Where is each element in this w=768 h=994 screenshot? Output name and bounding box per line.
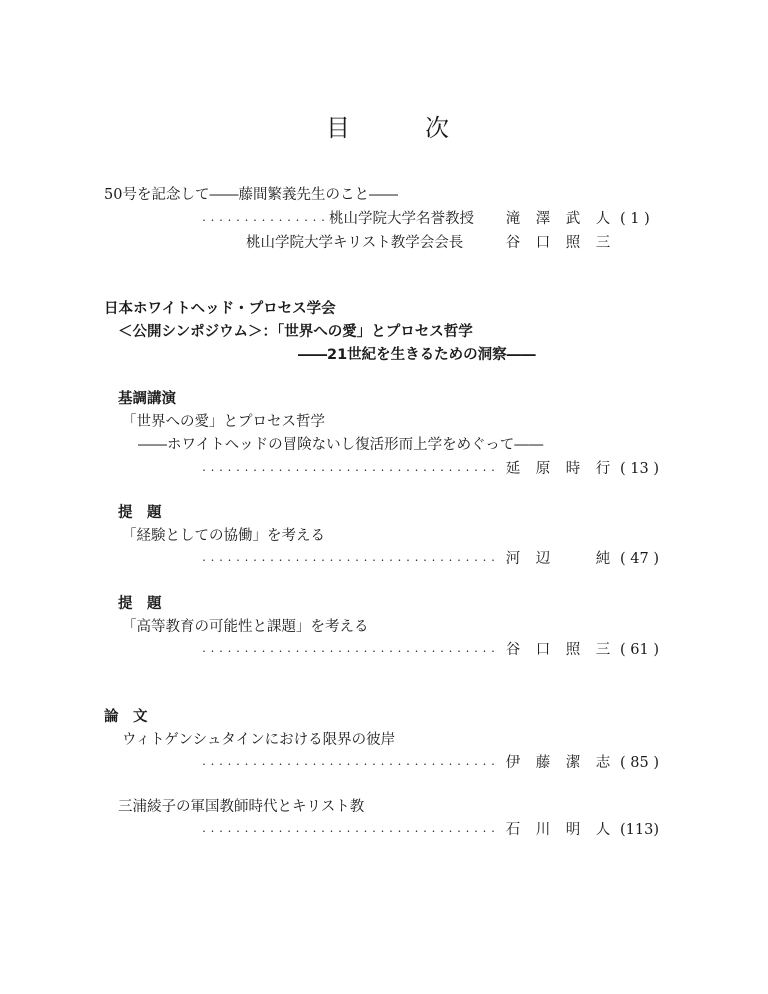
leader-dots (200, 459, 495, 481)
page-number: (113) (620, 822, 659, 838)
author-name: 滝 澤 武 人 (505, 211, 611, 227)
proposal-title: 「高等教育の可能性と課題」を考える (122, 619, 369, 635)
author-name: 石 川 明 人 (505, 822, 611, 838)
society-name: 日本ホワイトヘッド・プロセス学会 (104, 301, 336, 317)
keynote-title: 「世界への愛」とプロセス哲学 (122, 414, 325, 430)
author-affiliation: 桃山学院大学キリスト教学会会長 (246, 235, 464, 251)
symposium-subtitle: ――21世紀を生きるための洞察―― (298, 347, 536, 363)
commemoration-heading: 50号を記念して――藤間繁義先生のこと―― (104, 187, 398, 203)
author-name: 延 原 時 行 (505, 461, 611, 477)
keynote-subtitle: ――ホワイトヘッドの冒険ないし復活形而上学をめぐって―― (138, 437, 544, 453)
article-title: ウィトゲンシュタインにおける限界の彼岸 (122, 732, 396, 748)
keynote-label: 基調講演 (118, 391, 176, 407)
author-name: 河 辺 純 (505, 551, 611, 567)
page-number: ( 13 ) (620, 461, 659, 477)
article-title: 三浦綾子の軍国教師時代とキリスト教 (118, 799, 365, 815)
leader-dots (200, 549, 495, 571)
symposium-title: ＜公開シンポジウム＞：「世界への愛」とプロセス哲学 (118, 324, 473, 340)
proposal-label: 提 題 (118, 505, 162, 521)
page-number: ( 61 ) (620, 642, 659, 658)
articles-label: 論 文 (104, 709, 148, 725)
leader-dots (200, 820, 495, 842)
proposal-title: 「経験としての協働」を考える (122, 528, 325, 544)
leader-dots (200, 640, 495, 662)
author-name: 谷 口 照 三 (505, 235, 611, 251)
leader-dots (200, 753, 495, 775)
page-number: ( 47 ) (620, 551, 659, 567)
author-name: 伊 藤 潔 志 (505, 755, 611, 771)
author-affiliation: 桃山学院大学名誉教授 (329, 211, 474, 227)
author-name: 谷 口 照 三 (505, 642, 611, 658)
page-number: ( 1 ) (620, 211, 650, 227)
proposal-label: 提 題 (118, 596, 162, 612)
leader-dots (200, 209, 326, 231)
page-number: ( 85 ) (620, 755, 659, 771)
toc-title-char-1: 目 (326, 114, 350, 142)
toc-title-char-2: 次 (425, 114, 449, 142)
